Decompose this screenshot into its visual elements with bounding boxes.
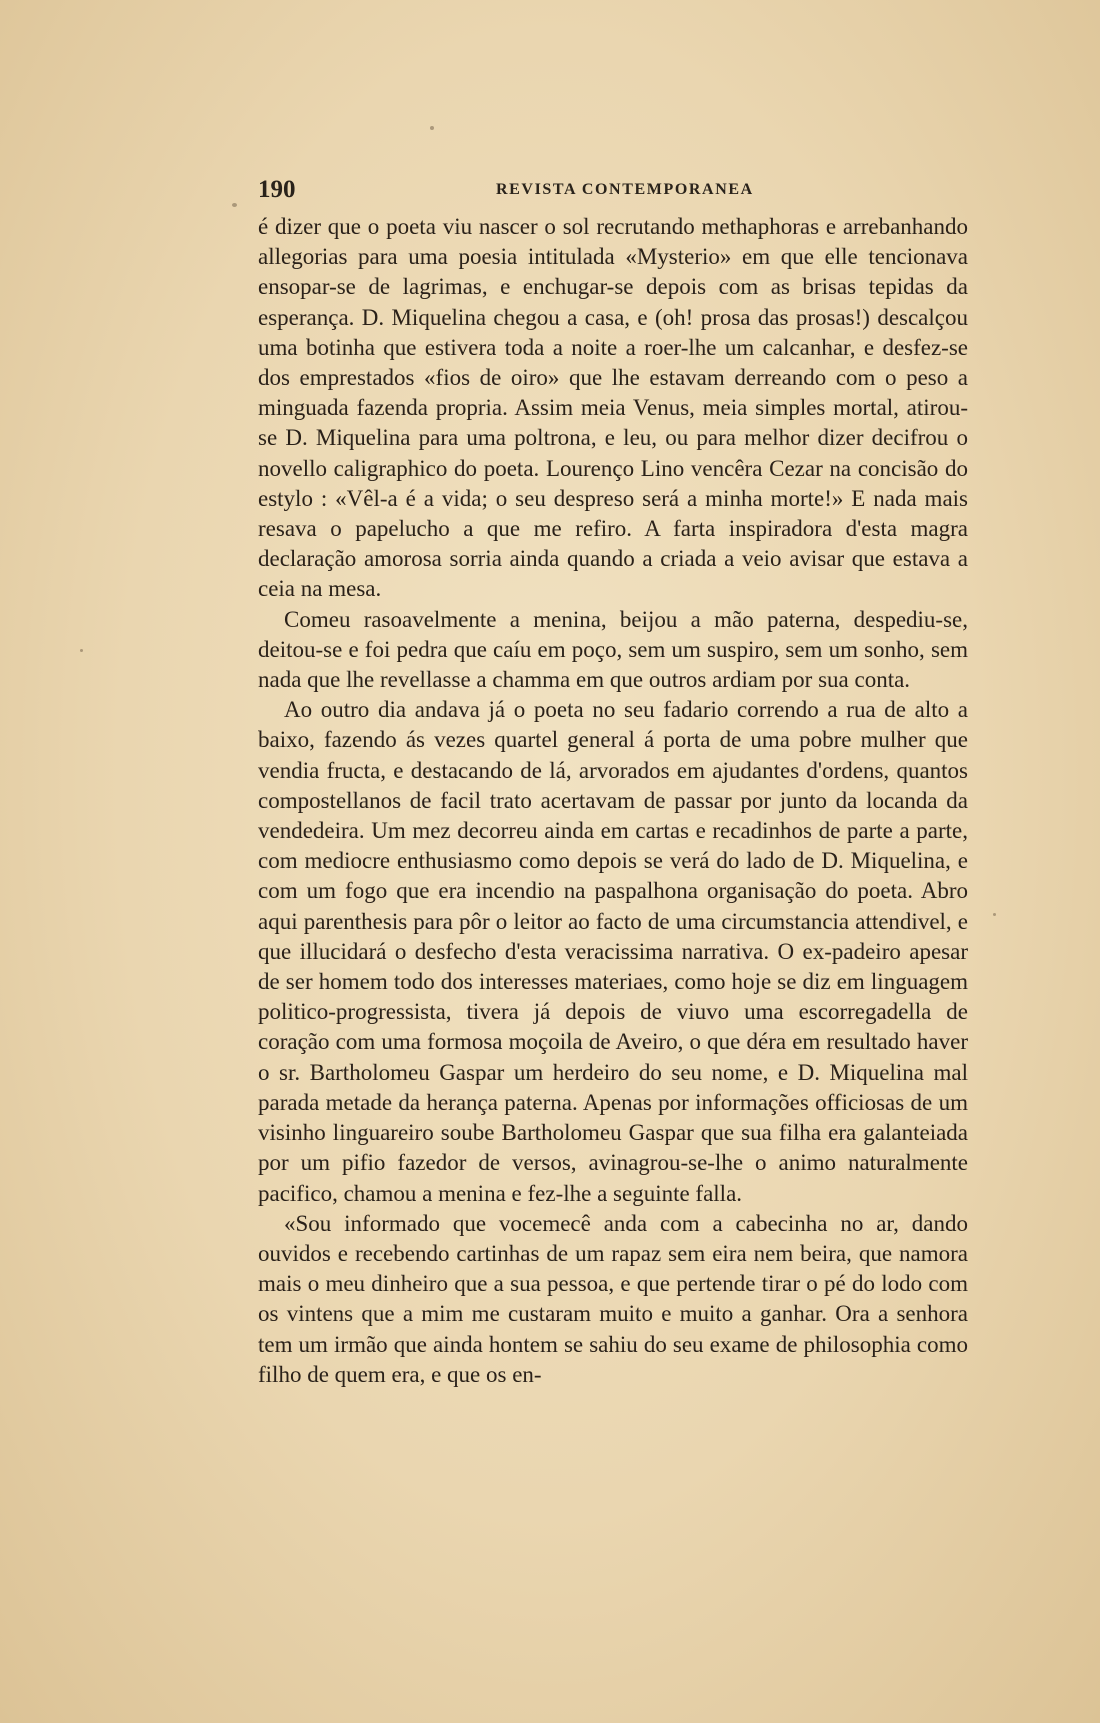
paragraph: «Sou informado que vocemecê anda com a cabecinha no ar, dando ouvidos e recebendo cartinhas de um rapaz sem eira nem beira, que namora mais o meu dinheiro que a sua pessoa, e que pertende tirar o pé do lodo com os vintens que a mim me custaram muito e muito a ganhar. Ora a senhora tem um irmão que ainda hontem se sahiu do seu exame de philosophia como filho de quem era, e que os en- — [258, 1210, 968, 1387]
paragraph: Ao outro dia andava já o poeta no seu fadario correndo a rua de alto a baixo, fazendo ás vezes quartel general á porta de uma pobre mulher que vendia fructa, e destacando de lá, arvorados em ajudantes d'ordens, quantos compostellanos de facil trato acertavam de passar por junto da locanda da vendedeira. Um mez decorreu ainda em cartas e recadinhos de parte a parte, com mediocre enthusiasmo como depois se verá do lado de D. Miquelina, e com um fogo que era incendio na paspalhona organisação do poeta. Abro aqui parenthesis para pôr o leitor ao facto de uma circumstancia attendivel, e que illucidará o desfecho d'esta veracissima narrativa. O ex-padeiro apesar de ser homem todo dos interesses materiaes, como hoje se diz em linguagem politico-progressista, tivera já depois de viuvo uma escorregadella de coração com uma formosa moçoila de Aveiro, o que déra em resultado haver o sr. Bartholomeu Gaspar um herdeiro do seu nome, e D. Miquelina mal parada metade da herança paterna. Apenas por informações officiosas de um visinho linguareiro soube Bartholomeu Gaspar que sua filha era galanteiada por um pifio fazedor de versos, avinagrou-se-lhe o animo naturalmente pacifico, chamou a menina e fez-lhe a seguinte falla. — [258, 697, 968, 1206]
page-header — [258, 176, 968, 206]
paper-speck — [232, 203, 237, 207]
running-title: REVISTA CONTEMPORANEA — [496, 181, 754, 198]
paper-speck — [80, 649, 83, 652]
paper-speck — [430, 126, 434, 130]
page-number: 190 — [258, 176, 296, 203]
paper-speck — [993, 913, 996, 916]
body-text — [258, 212, 968, 1390]
paragraph: é dizer que o poeta viu nascer o sol recrutando methaphoras e arrebanhando allegorias para uma poesia intitulada «Mysterio» em que elle tencionava ensopar-se de lagrimas, e enchugar-se depois com as brisas tepidas da esperança. D. Miquelina chegou a casa, e (oh! prosa das prosas!) descalçou uma botinha que estivera toda a noite a roer-lhe um calcanhar, e desfez-se dos emprestados «fios de oiro» que lhe estavam derreando com o peso a minguada fazenda propria. Assim meia Venus, meia simples mortal, atirou-se D. Miquelina para uma poltrona, e leu, ou para melhor dizer decifrou o novello caligraphico do poeta. Lourenço Lino vencêra Cezar na concisão do estylo : «Vêl-a é a vida; o seu despreso será a minha morte!» E nada mais resava o papelucho a que me refiro. A farta inspiradora d'esta magra declaração amorosa sorria ainda quando a criada a veio avisar que estava a ceia na mesa. — [258, 214, 968, 602]
paragraph: Comeu rasoavelmente a menina, beijou a mão paterna, despediu-se, deitou-se e foi pedra que caíu em poço, sem um suspiro, sem um sonho, sem nada que lhe revellasse a chamma em que outros ardiam por sua conta. — [258, 606, 968, 693]
